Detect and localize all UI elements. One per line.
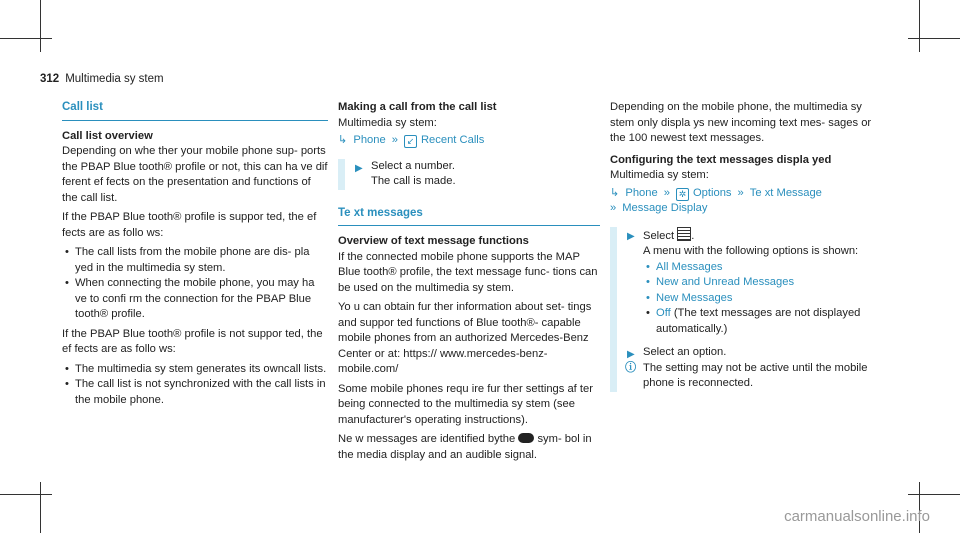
double-chevron-icon: » [737, 186, 744, 199]
paragraph: Some mobile phones requ ire fur ther settings af ter being connected to the multimedia sy stem (see manufacturer's operating instructions). [338, 382, 593, 426]
info-text: The setting may not be active until the mobile phone is reconnected. [643, 361, 868, 389]
paragraph: Yo u can obtain fur ther information about set‐ tings and suppor ted functions of Blue tooth®- capable mobile phones from an authorized Mercedes-Benz Center or at: https:// www.mercedes-benz-mobile.com/ [338, 301, 592, 375]
instruction-step: ▶ Select . A menu with the following options is shown: • All Messages • New and Unread Messages • New Messages • Off (The text messages are not displayed automatically.) ▶ Select an option. ⓘ The setting may not be active until the mobile phone is reconnected. [610, 227, 872, 392]
paragraph: If the PBAP Blue tooth® profile is suppor ted, the ef fects are as follo ws: [62, 211, 317, 239]
paragraph: Depending on the mobile phone, the multimedia sy stem only displa ys new incoming text mes‐ sages or the 100 newest text messages. [610, 101, 872, 144]
nav-options: Options [692, 186, 732, 199]
bullet-list [62, 245, 328, 323]
text: sym‐ bol in the media display and an audible signal. [338, 433, 592, 461]
nav-phone: Phone [625, 186, 658, 199]
option-item: • New and Unread Messages [643, 275, 872, 291]
subheading: Making a call from the call list [338, 101, 497, 113]
system-label: Multimedia sy stem: [338, 116, 437, 129]
crop-mark [40, 482, 41, 533]
nav-text-message: Te xt Message [749, 186, 822, 199]
watermark: carmanualsonline.info [784, 508, 930, 525]
paragraph: If the PBAP Blue tooth® profile is not suppor ted, the ef fects are as follo ws: [62, 327, 323, 355]
step-text: Select a number. [371, 159, 455, 172]
option-off: Off [656, 307, 671, 319]
paragraph: If the connected mobile phone supports the MAP Blue tooth® profile, the text message func‐ tions can be used on the multimedia sy stem. [338, 250, 598, 294]
gear-icon: ✲ [676, 188, 689, 201]
crop-mark [0, 38, 52, 39]
option-item [643, 306, 872, 337]
double-chevron-icon: » [663, 186, 670, 199]
nav-path [610, 186, 872, 217]
text: Ne w messages are identified bythe [338, 433, 516, 445]
double-chevron-icon: » [391, 134, 398, 146]
paragraph: Depending on whe ther your mobile phone sup‐ ports the PBAP Blue tooth® profile or not, this can ha ve dif ferent ef fects on the presentation and functions of the call list. [62, 145, 328, 204]
crop-mark [40, 0, 41, 52]
option-note: (The text messages are not displayed automatically.) [656, 307, 861, 335]
option-list [625, 260, 872, 338]
bullet-list [62, 362, 328, 409]
step-result: A menu with the following options is shown: [643, 245, 859, 257]
column-2 [338, 100, 600, 467]
crop-mark [919, 0, 920, 52]
column-3 [610, 100, 872, 400]
section-name: Multimedia sy stem [65, 73, 164, 85]
column-1 [62, 100, 328, 412]
nav-message-display: Message Display [622, 202, 708, 214]
list-item: • The call lists from the mobile phone are dis‐ pla yed in the multimedia sy stem. [62, 245, 328, 276]
page-header [40, 73, 164, 85]
subheading: Call list overview [62, 129, 153, 142]
nav-recent-calls: Recent Calls [420, 134, 485, 146]
double-chevron-icon: » [610, 202, 617, 214]
step-triangle-icon: ▶ [627, 349, 635, 360]
list-item: • The multimedia sy stem generates its owncall lists. [62, 362, 328, 378]
call-icon: ↙ [404, 135, 417, 148]
option-item: • New Messages [643, 291, 872, 307]
message-icon [518, 433, 534, 443]
return-arrow-icon: ↳ [338, 134, 348, 146]
system-label: Multimedia sy stem: [610, 169, 709, 181]
menu-icon [677, 227, 691, 241]
crop-mark [908, 494, 960, 495]
step-text: Select [643, 229, 675, 242]
step-result: The call is made. [371, 175, 456, 187]
info-icon: ⓘ [625, 361, 637, 374]
subheading: Overview of text message functions [338, 235, 529, 247]
crop-mark [0, 494, 52, 495]
option-item: • All Messages [643, 260, 872, 276]
crop-mark [908, 38, 960, 39]
step-triangle-icon: ▶ [627, 230, 635, 242]
nav-path [338, 133, 600, 149]
instruction-step [338, 159, 600, 190]
step-triangle-icon: ▶ [355, 162, 363, 174]
section-title: Call list [62, 100, 328, 121]
subheading: Configuring the text messages displa yed [610, 153, 832, 166]
list-item: • The call list is not synchronized with the call lists in the mobile phone. [62, 377, 328, 408]
step-text: Select an option. [643, 346, 727, 358]
list-item: • When connecting the mobile phone, you may ha ve to confi rm the connection for the PBAP Blue tooth® profile. [62, 276, 328, 323]
section-title: Te xt messages [338, 206, 600, 227]
page-number: 312 [40, 73, 60, 85]
nav-phone: Phone [353, 134, 386, 146]
paragraph [338, 432, 600, 463]
return-arrow-icon: ↳ [610, 186, 620, 199]
